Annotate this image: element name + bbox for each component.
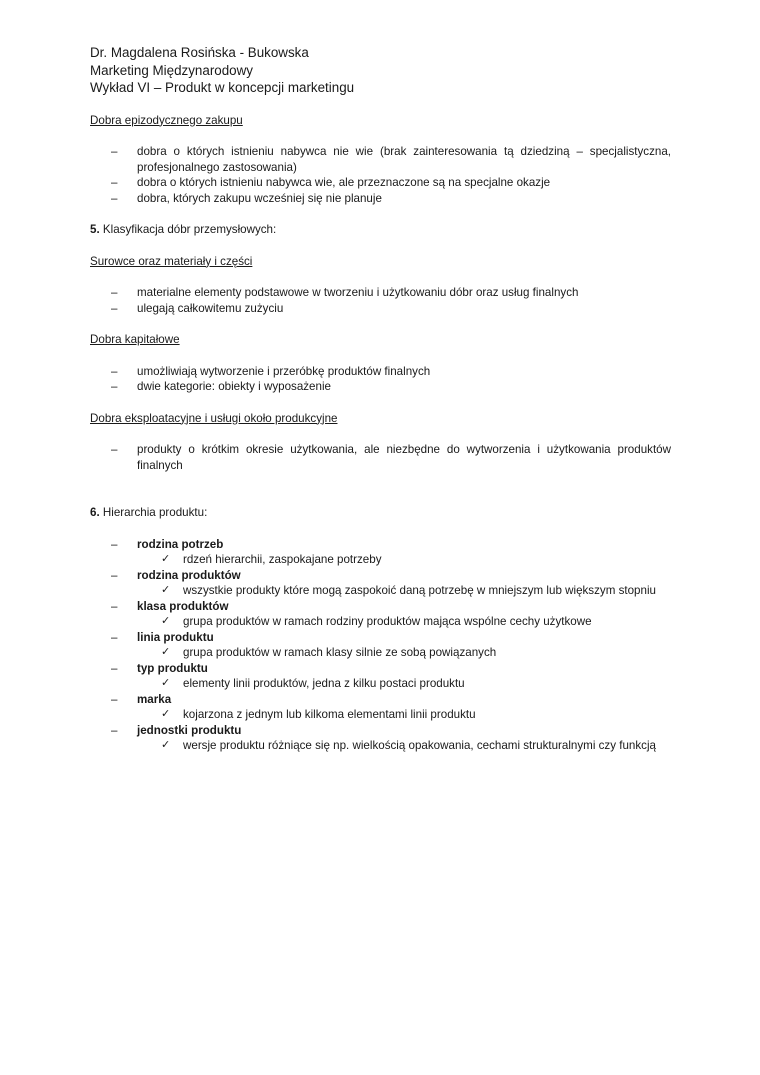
list-item	[90, 364, 671, 380]
capital-goods-list	[90, 364, 671, 395]
list-item-text: dobra, których zakupu wcześniej się nie planuje	[137, 191, 382, 205]
hierarchy-level	[90, 692, 671, 723]
hierarchy-level-detail	[137, 645, 671, 661]
hierarchy-level-detail	[137, 707, 671, 723]
check-icon: ✓	[161, 584, 171, 596]
hierarchy-level	[90, 599, 671, 630]
document-page	[90, 44, 671, 754]
dash-bullet: –	[111, 723, 118, 737]
detail-text: rdzeń hierarchii, zaspokajane potrzeby	[183, 553, 382, 566]
list-item-text: materialne elementy podstawowe w tworzeniu i użytkowaniu dóbr oraz usług finalnych	[137, 286, 579, 299]
author-line: Dr. Magdalena Rosińska - Bukowska	[90, 45, 309, 60]
dash-bullet: –	[111, 537, 118, 551]
list-item-text: dobra o których istnieniu nabywca nie wie (brak zainteresowania tą dziedziną – specjalistyczna, profesjonalnego zastosowania)	[137, 145, 671, 174]
dash-bullet: –	[111, 145, 118, 158]
lecture-line: Wykład VI – Produkt w koncepcji marketingu	[90, 80, 355, 95]
course-line: Marketing Międzynarodowy	[90, 62, 253, 78]
dash-bullet: –	[111, 443, 118, 456]
dash-bullet: –	[111, 286, 118, 299]
list-item-text: dobra o których istnieniu nabywca wie, ale przeznaczone są na specjalne okazje	[137, 176, 551, 189]
dash-bullet: –	[111, 568, 118, 582]
list-item	[90, 442, 671, 473]
section-5-number: 5.	[90, 223, 100, 236]
hierarchy-level	[90, 723, 671, 754]
list-item-text: ulegają całkowitemu zużyciu	[137, 301, 284, 315]
hierarchy-level	[90, 568, 671, 599]
list-item	[90, 301, 671, 317]
hierarchy-level-detail	[137, 614, 671, 630]
section-6-heading	[90, 505, 671, 521]
hierarchy-level-label: rodzina potrzeb	[137, 537, 224, 551]
episodic-list	[90, 144, 671, 206]
list-item	[90, 285, 671, 301]
detail-text: grupa produktów w ramach klasy silnie ze sobą powiązanych	[183, 646, 497, 659]
check-icon: ✓	[161, 739, 171, 751]
list-item-text: dwie kategorie: obiekty i wyposażenie	[137, 380, 331, 393]
check-icon: ✓	[161, 677, 171, 689]
capital-goods-heading: Dobra kapitałowe	[90, 333, 180, 346]
hierarchy-level	[90, 661, 671, 692]
detail-text: kojarzona z jednym lub kilkoma elementami linii produktu	[183, 708, 476, 721]
hierarchy-level-detail	[137, 676, 671, 692]
dash-bullet: –	[111, 630, 118, 644]
hierarchy-level-label: linia produktu	[137, 630, 214, 644]
raw-materials-list	[90, 285, 671, 316]
hierarchy-level-detail	[137, 583, 671, 599]
dash-bullet: –	[111, 380, 118, 393]
hierarchy-level-label: marka	[137, 692, 172, 706]
hierarchy-level-label: klasa produktów	[137, 599, 229, 613]
section-6-number: 6.	[90, 506, 100, 519]
hierarchy-level	[90, 537, 671, 568]
operational-goods-heading: Dobra eksploatacyjne i usługi około produkcyjne	[90, 411, 338, 425]
operational-goods-list	[90, 442, 671, 473]
product-hierarchy-list	[90, 537, 671, 754]
hierarchy-level-detail	[137, 552, 671, 568]
check-icon: ✓	[161, 708, 171, 720]
hierarchy-level-label: typ produktu	[137, 661, 208, 675]
list-item-text: umożliwiają wytworzenie i przeróbkę produktów finalnych	[137, 364, 431, 378]
dash-bullet: –	[111, 661, 118, 675]
document-header	[90, 44, 671, 97]
list-item	[90, 175, 671, 191]
section-6-title: Hierarchia produktu:	[102, 506, 208, 519]
check-icon: ✓	[161, 646, 171, 658]
episodic-heading: Dobra epizodycznego zakupu	[90, 113, 243, 127]
dash-bullet: –	[111, 301, 118, 315]
list-item	[90, 191, 671, 207]
dash-bullet: –	[111, 191, 118, 205]
check-icon: ✓	[161, 553, 171, 565]
raw-materials-heading: Surowce oraz materiały i części	[90, 254, 253, 268]
list-item	[90, 144, 671, 175]
check-icon: ✓	[161, 615, 171, 627]
dash-bullet: –	[111, 176, 118, 189]
dash-bullet: –	[111, 364, 118, 378]
detail-text: grupa produktów w ramach rodziny produktów mająca wspólne cechy użytkowe	[183, 615, 592, 628]
list-item-text: produkty o krótkim okresie użytkowania, ale niezbędne do wytworzenia i użytkowania produktów finalnych	[137, 443, 671, 472]
detail-text: wersje produktu różniące się np. wielkością opakowania, cechami strukturalnymi czy funkcją	[183, 739, 656, 752]
hierarchy-level-label: jednostki produktu	[137, 723, 242, 737]
hierarchy-level	[90, 630, 671, 661]
section-5-title: Klasyfikacja dóbr przemysłowych:	[102, 223, 277, 236]
detail-text: wszystkie produkty które mogą zaspokoić daną potrzebę w mniejszym lub większym stopniu	[183, 584, 656, 597]
section-5-heading	[90, 222, 671, 238]
hierarchy-level-label: rodzina produktów	[137, 568, 241, 582]
dash-bullet: –	[111, 599, 118, 613]
dash-bullet: –	[111, 692, 118, 706]
detail-text: elementy linii produktów, jedna z kilku postaci produktu	[183, 677, 465, 690]
list-item	[90, 379, 671, 395]
hierarchy-level-detail	[137, 738, 671, 754]
